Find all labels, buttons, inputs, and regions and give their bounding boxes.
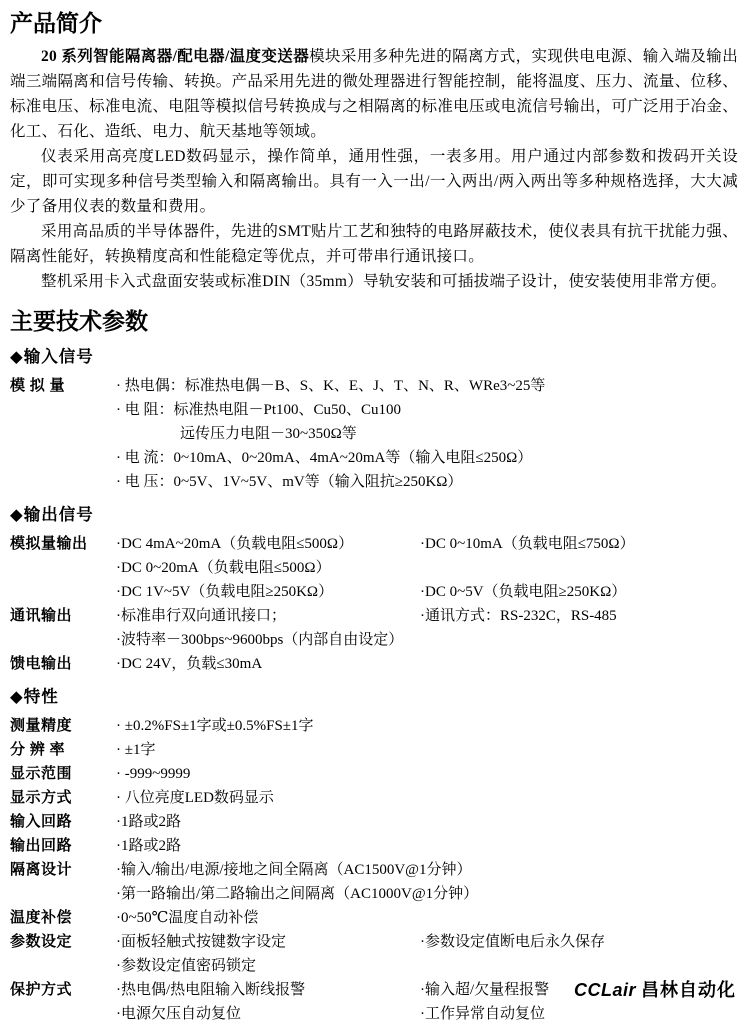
spec-line-left: ·1路或2路 xyxy=(116,838,181,854)
spec-row-lines xyxy=(116,762,738,786)
spec-row xyxy=(10,532,738,604)
spec-row xyxy=(10,714,738,738)
spec-line xyxy=(116,714,738,738)
spec-line xyxy=(116,532,738,556)
spec-row-label: 隔离设计 xyxy=(10,862,73,878)
spec-line xyxy=(116,954,738,978)
spec-row xyxy=(10,930,738,978)
brand-logo-cn: 昌林自动化 xyxy=(641,980,736,1000)
spec-row-label: 模拟量输出 xyxy=(10,536,88,552)
spec-line-left: ·DC 4mA~20mA（负载电阻≤500Ω） xyxy=(116,536,354,552)
spec-row-lines xyxy=(116,532,738,604)
spec-line-right: ·DC 0~5V（负载电阻≥250KΩ） xyxy=(420,584,627,600)
spec-sections xyxy=(10,346,738,1026)
brand-logo-en: CCLair xyxy=(573,980,636,1000)
spec-line-left: ·面板轻触式按键数字设定 xyxy=(116,934,286,950)
spec-line-left: ·DC 24V，负载≤30mA xyxy=(116,656,263,672)
spec-line xyxy=(116,906,738,930)
spec-line-left: ·电源欠压自动复位 xyxy=(116,1006,241,1022)
intro-paragraph: 整机采用卡入式盘面安装或标准DIN（35mm）导轨安装和可插拔端子设计，使安装使用非常方便。 xyxy=(41,273,727,290)
spec-line xyxy=(116,882,738,906)
spec-row-lines xyxy=(116,652,738,676)
intro-paragraphs xyxy=(10,44,738,294)
spec-row-label: 模 拟 量 xyxy=(10,378,66,394)
spec-row-label: 输入回路 xyxy=(10,814,73,830)
spec-line-left: ·DC 0~20mA（负载电阻≤500Ω） xyxy=(116,560,331,576)
spec-line xyxy=(116,834,738,858)
spec-row-lines xyxy=(116,786,738,810)
spec-line-right: ·输入超/欠量程报警 xyxy=(420,982,550,998)
spec-line xyxy=(116,446,738,470)
spec-row-label: 参数设定 xyxy=(10,934,73,950)
spec-line-left: · 电 流：0~10mA、0~20mA、4mA~20mA等（输入电阻≤250Ω） xyxy=(116,450,533,466)
spec-row xyxy=(10,810,738,834)
intro-paragraph: 采用高品质的半导体器件，先进的SMT贴片工艺和独特的电路屏蔽技术，使仪表具有抗干扰能力强、隔离性能好，转换精度高和性能稳定等优点，并可带串行通讯接口。 xyxy=(10,223,738,265)
brand-logo xyxy=(568,976,736,1002)
spec-line-right: ·工作异常自动复位 xyxy=(420,1006,545,1022)
page-title-intro: 产品简介 xyxy=(10,10,102,36)
spec-line-left: · 八位亮度LED数码显示 xyxy=(116,790,274,806)
spec-line-left: ·波特率－300bps~9600bps（内部自由设定） xyxy=(116,632,404,648)
spec-row-label: 显示方式 xyxy=(10,790,73,806)
spec-line-left: · ±0.2%FS±1字或±0.5%FS±1字 xyxy=(116,718,314,734)
spec-row-label: 通讯输出 xyxy=(10,608,73,624)
intro-paragraph: 20 系列智能隔离器/配电器/温度变送器模块采用多种先进的隔离方式，实现供电电源、输入端及输出端三端隔离和信号传输、转换。产品采用先进的微处理器进行智能控制，能将温度、压力、流量、位移、标准电压、标准电流、电阻等模拟信号转换成与之相隔离的标准电压或电流信号输出，可广泛用于冶金、化工、石化、造纸、电力、航天基地等领域。 xyxy=(10,48,738,140)
page-title-specs: 主要技术参数 xyxy=(10,308,148,334)
spec-line xyxy=(116,1002,738,1026)
spec-line-left: · 电 压：0~5V、1V~5V、mV等（输入阻抗≥250KΩ） xyxy=(116,474,463,490)
spec-row-label: 输出回路 xyxy=(10,838,73,854)
spec-row-label: 显示范围 xyxy=(10,766,73,782)
spec-row-lines xyxy=(116,738,738,762)
spec-line xyxy=(116,422,738,446)
spec-line xyxy=(116,374,738,398)
spec-line-left: · 电 阻：标准热电阻－Pt100、Cu50、Cu100 xyxy=(116,402,402,418)
spec-row-label: 测量精度 xyxy=(10,718,73,734)
spec-row-lines xyxy=(116,604,738,652)
spec-line xyxy=(116,858,738,882)
spec-section-heading: ◆输出信号 xyxy=(10,505,94,524)
product-name-bold: 20 系列智能隔离器/配电器/温度变送器 xyxy=(41,48,310,65)
spec-row xyxy=(10,652,738,676)
spec-row-lines xyxy=(116,714,738,738)
spec-line-right: ·DC 0~10mA（负载电阻≤750Ω） xyxy=(420,536,635,552)
spec-section-heading: ◆特性 xyxy=(10,687,59,706)
spec-line-left: · 热电偶：标准热电偶－B、S、K、E、J、T、N、R、WRe3~25等 xyxy=(116,378,546,394)
spec-line-left: ·参数设定值密码锁定 xyxy=(116,958,256,974)
spec-row xyxy=(10,858,738,906)
spec-row xyxy=(10,374,738,494)
spec-line-left: ·热电偶/热电阻输入断线报警 xyxy=(116,982,306,998)
spec-row-label: 馈电输出 xyxy=(10,656,73,672)
spec-row xyxy=(10,604,738,652)
spec-row xyxy=(10,738,738,762)
spec-line-right: ·参数设定值断电后永久保存 xyxy=(420,934,605,950)
spec-row-label: 分 辨 率 xyxy=(10,742,66,758)
spec-section-heading: ◆输入信号 xyxy=(10,347,94,366)
spec-line-left: ·第一路输出/第二路输出之间隔离（AC1000V@1分钟） xyxy=(116,886,479,902)
spec-line xyxy=(116,810,738,834)
spec-line-left: · -999~9999 xyxy=(116,766,191,782)
spec-row-lines xyxy=(116,374,738,494)
spec-line xyxy=(116,762,738,786)
spec-line xyxy=(116,398,738,422)
spec-line-right: ·通讯方式：RS-232C，RS-485 xyxy=(420,608,617,624)
spec-row-label: 保护方式 xyxy=(10,982,73,998)
spec-line-left: 远传压力电阻－30~350Ω等 xyxy=(180,426,357,442)
spec-line xyxy=(116,738,738,762)
spec-row xyxy=(10,906,738,930)
spec-line-left: · ±1字 xyxy=(116,742,156,758)
spec-line-left: ·DC 1V~5V（负载电阻≥250KΩ） xyxy=(116,584,334,600)
spec-line xyxy=(116,470,738,494)
spec-row-label: 温度补偿 xyxy=(10,910,73,926)
spec-line xyxy=(116,628,738,652)
spec-line-left: ·输入/输出/电源/接地之间全隔离（AC1500V@1分钟） xyxy=(116,862,472,878)
spec-row xyxy=(10,786,738,810)
spec-row-lines xyxy=(116,906,738,930)
spec-line xyxy=(116,556,738,580)
spec-line-left: ·1路或2路 xyxy=(116,814,181,830)
spec-row xyxy=(10,834,738,858)
spec-line xyxy=(116,930,738,954)
spec-row-lines xyxy=(116,858,738,906)
spec-row-lines xyxy=(116,930,738,978)
spec-row-lines xyxy=(116,810,738,834)
spec-line xyxy=(116,604,738,628)
spec-row-lines xyxy=(116,834,738,858)
spec-row xyxy=(10,762,738,786)
intro-paragraph: 仪表采用高亮度LED数码显示，操作简单，通用性强，一表多用。用户通过内部参数和拨码开关设定，即可实现多种信号类型输入和隔离输出。具有一入一出/一入两出/两入两出等多种规格选择，大大减少了备用仪表的数量和费用。 xyxy=(10,148,738,215)
spec-line xyxy=(116,580,738,604)
spec-line-left: ·标准串行双向通讯接口； xyxy=(116,608,286,624)
spec-line xyxy=(116,652,738,676)
spec-line-left: ·0~50℃温度自动补偿 xyxy=(116,910,259,926)
spec-line xyxy=(116,786,738,810)
